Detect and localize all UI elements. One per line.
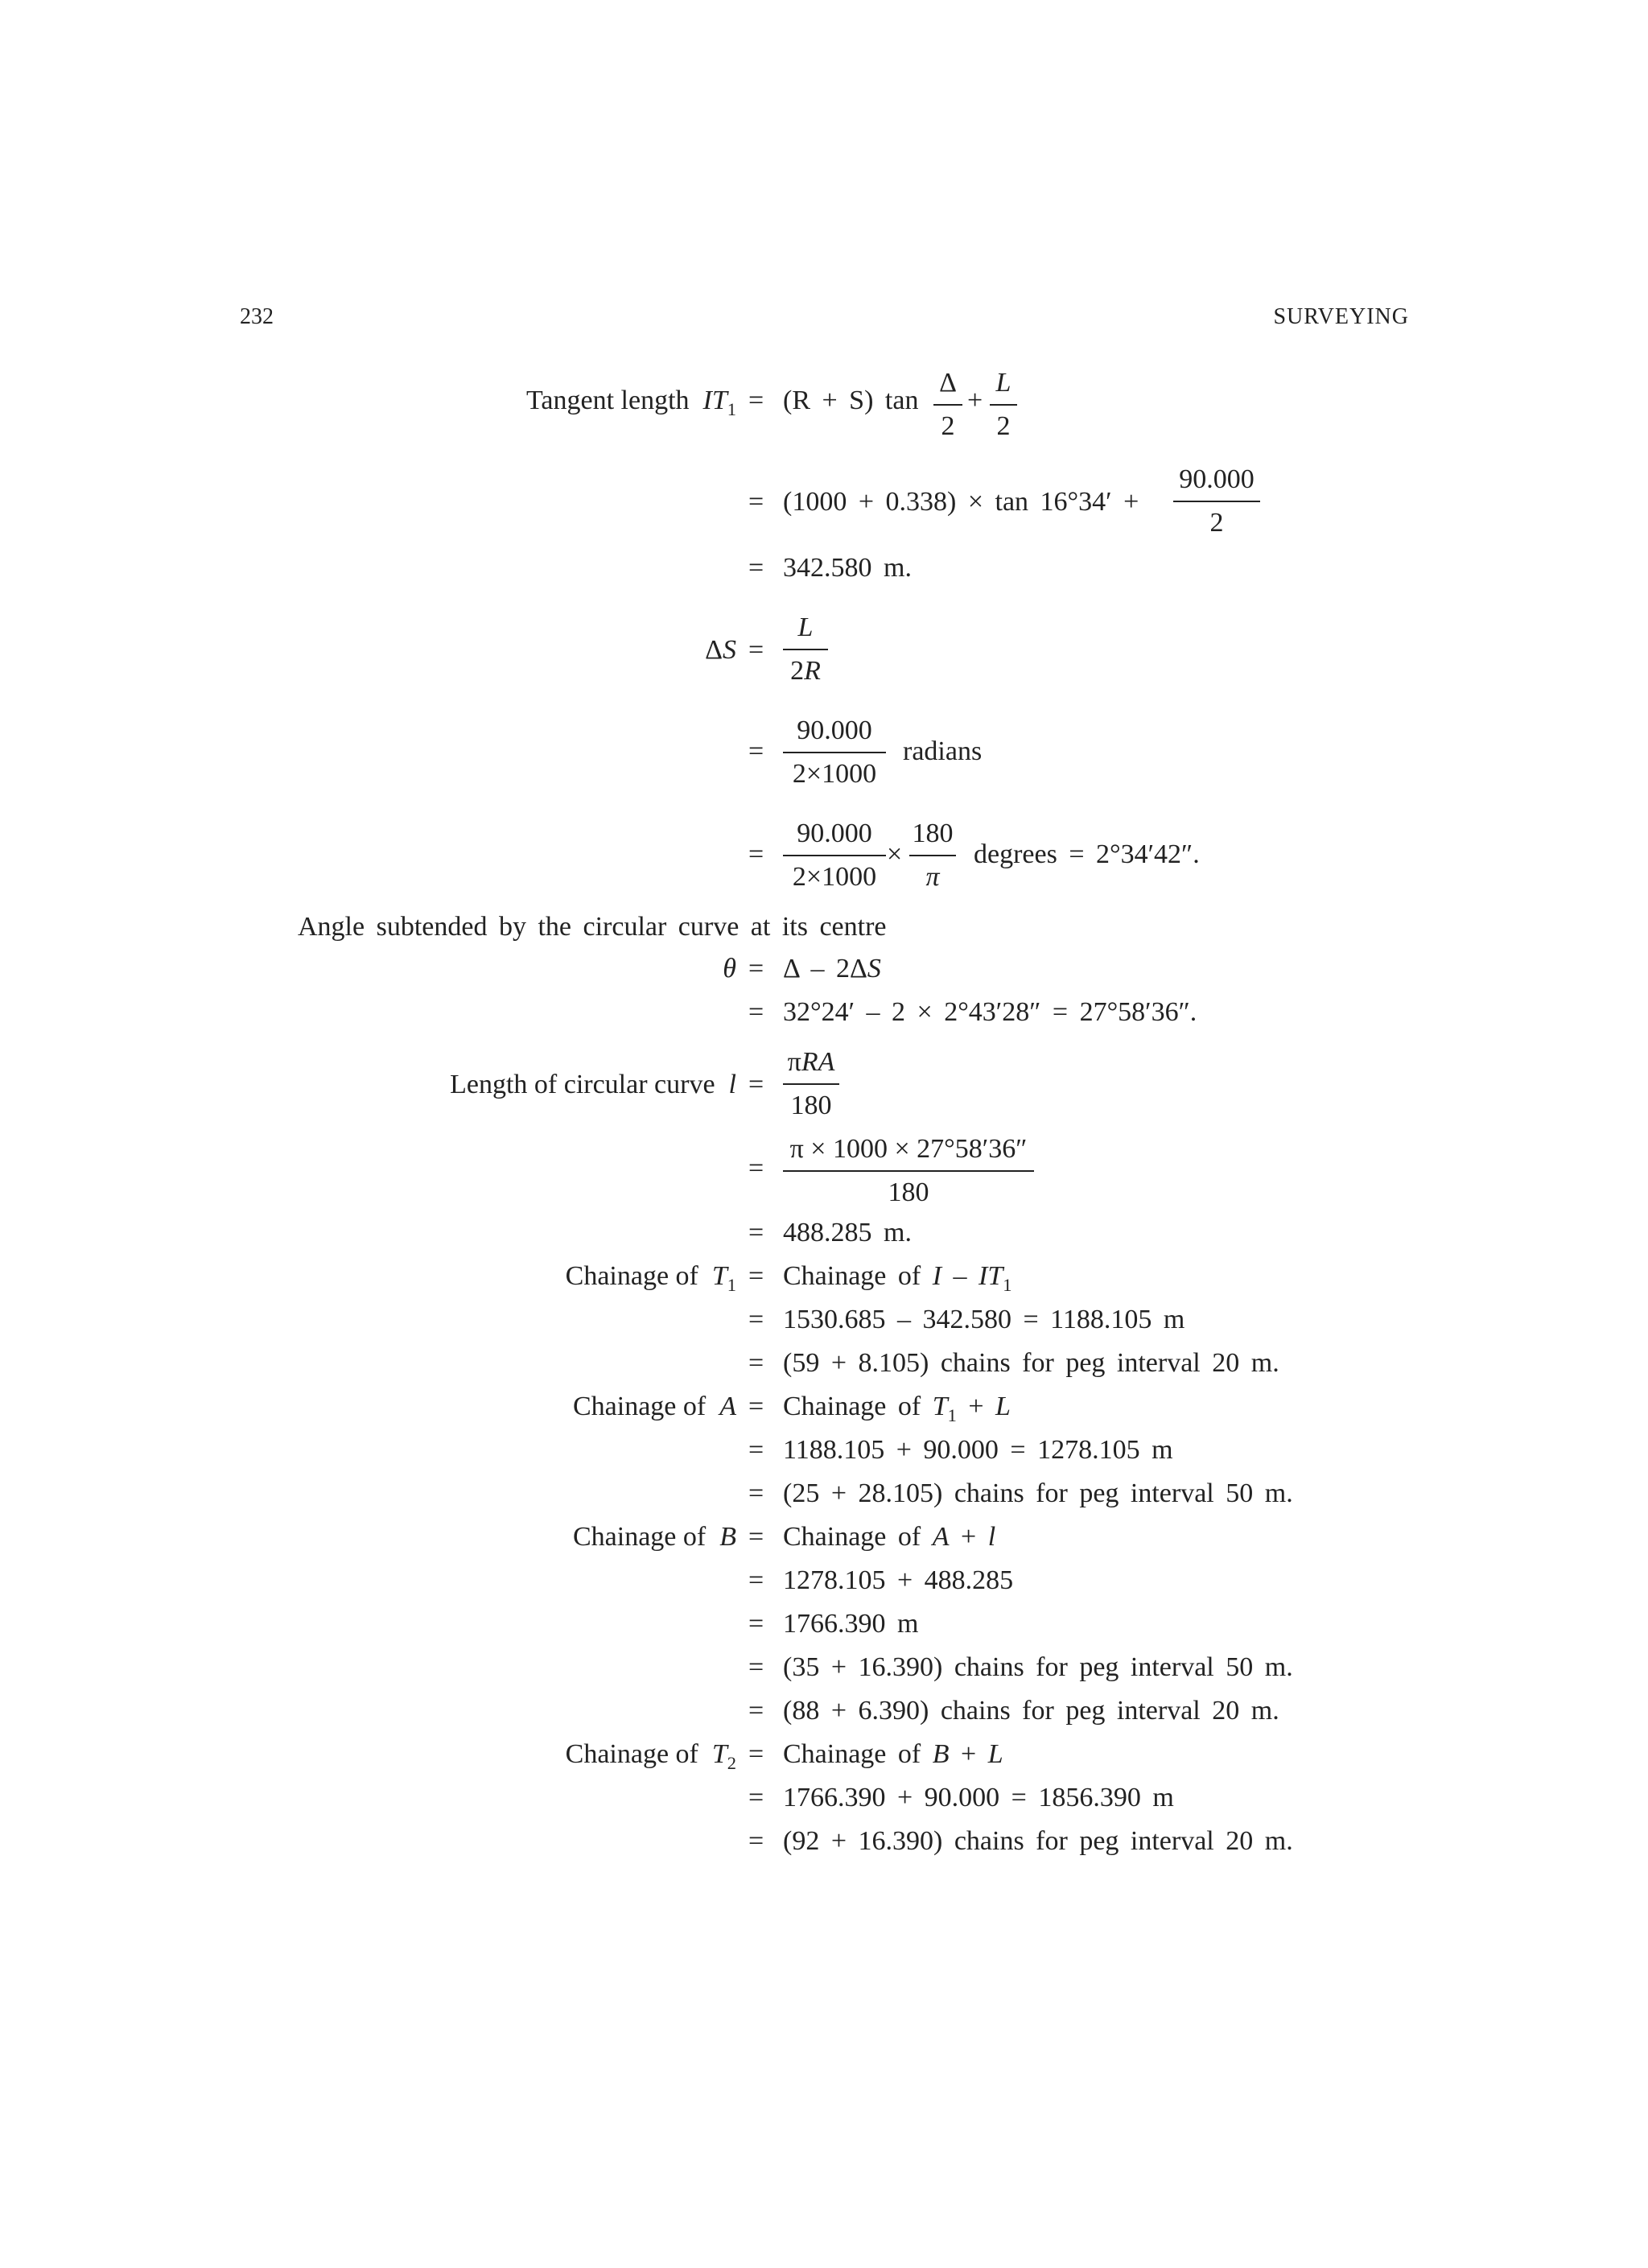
equals-sign: = (748, 1783, 764, 1812)
radians-unit: radians (903, 736, 983, 766)
plus-sign: + (967, 386, 983, 415)
theta-result: 32°24′ – 2 × 2°43′28″ = 27°58′36″. (783, 997, 1197, 1027)
running-head: SURVEYING (1273, 304, 1409, 329)
fraction-90-over-2: 90.000 2 (1173, 460, 1260, 542)
chainage-a-line1: Chainage of $T_1 + L$ (783, 1392, 1011, 1425)
equals-sign: = (748, 635, 764, 665)
chainage-b-label: Chainage of B (573, 1522, 736, 1552)
tangent-expr: (R + S) tan (783, 386, 919, 415)
equals-sign: = (748, 1070, 764, 1099)
equals-sign: = (748, 1739, 764, 1769)
chainage-t1-label: Chainage of $T_1$ (565, 1261, 736, 1295)
fraction-180-over-pi: 180 π (909, 814, 956, 897)
chainage-a-line3: (25 + 28.105) chains for peg interval 50 m. (783, 1478, 1293, 1508)
fraction-length-calc: π × 1000 × 27°58′36″ 180 (783, 1130, 1034, 1212)
fraction-delta-over-2: Δ 2 (933, 364, 962, 446)
fraction-pira-over-180: πRA 180 (783, 1043, 839, 1125)
chainage-b-line1: Chainage of A + l (783, 1522, 996, 1552)
chainage-t2-line2: 1766.390 + 90.000 = 1856.390 m (783, 1783, 1174, 1812)
equals-sign: = (748, 1478, 764, 1508)
chainage-t2-line1: Chainage of B + L (783, 1739, 1003, 1769)
equals-sign: = (748, 1565, 764, 1595)
page-number: 232 (240, 304, 274, 329)
chainage-b-line3: 1766.390 m (783, 1609, 919, 1639)
delta-s-degrees: degrees = 2°34′42″. (974, 839, 1200, 869)
tangent-line2: (1000 + 0.338) × tan 16°34′ + (783, 487, 1139, 517)
tangent-result: 342.580 m. (783, 553, 912, 583)
equals-sign: = (748, 1261, 764, 1291)
delta-s-label: ΔS (705, 635, 736, 665)
times-sign: × (887, 839, 903, 869)
equals-sign: = (748, 1392, 764, 1421)
equals-sign: = (748, 736, 764, 766)
equals-sign: = (748, 1696, 764, 1726)
chainage-t1-line3: (59 + 8.105) chains for peg interval 20 m. (783, 1348, 1279, 1378)
theta-expr: Δ – 2ΔS (783, 954, 881, 983)
chainage-b-line4: (35 + 16.390) chains for peg interval 50 m. (783, 1652, 1293, 1682)
chainage-t1-line1: Chainage of I – $IT_1$ (783, 1261, 1012, 1295)
equals-sign: = (748, 553, 764, 583)
equals-sign: = (748, 1609, 764, 1639)
equals-sign: = (748, 1652, 764, 1682)
equals-sign: = (748, 1435, 764, 1465)
equals-sign: = (748, 954, 764, 983)
chainage-a-line2: 1188.105 + 90.000 = 1278.105 m (783, 1435, 1173, 1465)
chainage-b-line2: 1278.105 + 488.285 (783, 1565, 1014, 1595)
fraction-90-over-2000: 90.000 2×1000 (783, 711, 886, 794)
chainage-a-label: Chainage of A (573, 1392, 736, 1421)
equals-sign: = (748, 1826, 764, 1856)
equals-sign: = (748, 1522, 764, 1552)
theta-label: θ (723, 954, 736, 983)
fraction-l-over-2r: L 2R (783, 608, 828, 691)
equals-sign: = (748, 997, 764, 1027)
equals-sign: = (748, 386, 764, 415)
fraction-90-over-2000-b: 90.000 2×1000 (783, 814, 886, 897)
chainage-t1-line2: 1530.685 – 342.580 = 1188.105 m (783, 1305, 1185, 1334)
equals-sign: = (748, 839, 764, 869)
equals-sign: = (748, 1218, 764, 1247)
equals-sign: = (748, 1305, 764, 1334)
equals-sign: = (748, 487, 764, 517)
chainage-t2-label: Chainage of $T_2$ (565, 1739, 736, 1773)
equals-sign: = (748, 1153, 764, 1183)
angle-intro-text: Angle subtended by the circular curve at its centre (298, 912, 887, 942)
fraction-l-over-2: L 2 (990, 364, 1017, 446)
chainage-t2-line3: (92 + 16.390) chains for peg interval 20 m. (783, 1826, 1293, 1856)
tangent-length-label: Tangent length $IT_1$ (526, 386, 736, 419)
chainage-b-line5: (88 + 6.390) chains for peg interval 20 m. (783, 1696, 1279, 1726)
length-label: Length of circular curve l (450, 1070, 736, 1099)
length-result: 488.285 m. (783, 1218, 912, 1247)
equals-sign: = (748, 1348, 764, 1378)
